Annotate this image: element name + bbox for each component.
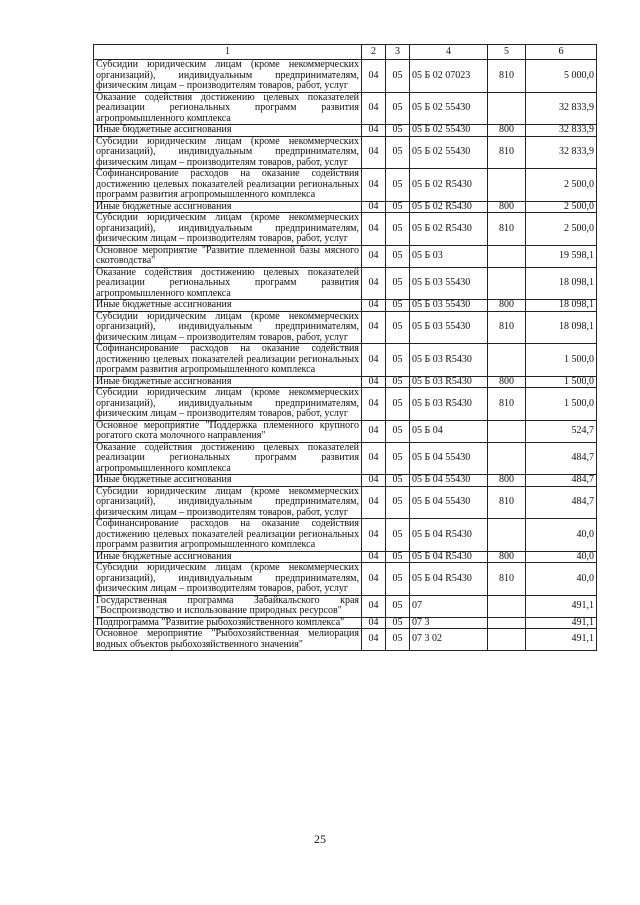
row-name-cell: Субсидии юридическим лицам (кроме некоммерческих организаций), индивидуальным предпринимателям, физическим лицам – производителям товаров, работ, услуг bbox=[94, 486, 362, 519]
row-name-cell: Иные бюджетные ассигнования bbox=[94, 125, 362, 137]
row-subsection-cell: 05 bbox=[386, 486, 410, 519]
table-row bbox=[94, 300, 597, 312]
row-target-article-cell: 05 Б 02 R5430 bbox=[410, 213, 488, 246]
table-row bbox=[94, 169, 597, 202]
row-subsection-cell: 05 bbox=[386, 617, 410, 629]
row-amount-cell: 491,1 bbox=[526, 617, 597, 629]
row-name-cell: Основное мероприятие "Рыбохозяйственная мелиорация водных объектов рыбохозяйственного значения" bbox=[94, 629, 362, 651]
row-expense-type-cell: 810 bbox=[488, 213, 526, 246]
table-row bbox=[94, 92, 597, 125]
row-target-article-cell: 05 Б 04 55430 bbox=[410, 442, 488, 475]
row-target-article-cell: 05 Б 02 55430 bbox=[410, 92, 488, 125]
row-section-cell: 04 bbox=[362, 595, 386, 617]
row-target-article-cell: 07 3 bbox=[410, 617, 488, 629]
row-section-cell: 04 bbox=[362, 344, 386, 377]
row-amount-cell: 524,7 bbox=[526, 420, 597, 442]
row-section-cell: 04 bbox=[362, 125, 386, 137]
row-name-cell: Субсидии юридическим лицам (кроме некоммерческих организаций), индивидуальным предпринимателям, физическим лицам – производителям товаров, работ, услуг bbox=[94, 213, 362, 246]
row-subsection-cell: 05 bbox=[386, 563, 410, 596]
table-row bbox=[94, 201, 597, 213]
row-expense-type-cell: 810 bbox=[488, 486, 526, 519]
row-name-cell: Субсидии юридическим лицам (кроме некоммерческих организаций), индивидуальным предпринимателям, физическим лицам – производителям товаров, работ, услуг bbox=[94, 563, 362, 596]
row-subsection-cell: 05 bbox=[386, 169, 410, 202]
row-target-article-cell: 05 Б 04 R5430 bbox=[410, 551, 488, 563]
header-col-3: 3 bbox=[386, 45, 410, 60]
row-target-article-cell: 05 Б 04 55430 bbox=[410, 475, 488, 487]
row-subsection-cell: 05 bbox=[386, 300, 410, 312]
row-target-article-cell: 05 Б 03 55430 bbox=[410, 300, 488, 312]
row-name-cell: Иные бюджетные ассигнования bbox=[94, 475, 362, 487]
row-target-article-cell: 07 bbox=[410, 595, 488, 617]
row-section-cell: 04 bbox=[362, 629, 386, 651]
row-expense-type-cell bbox=[488, 169, 526, 202]
row-subsection-cell: 05 bbox=[386, 629, 410, 651]
row-amount-cell: 2 500,0 bbox=[526, 201, 597, 213]
table-row bbox=[94, 245, 597, 267]
table-row bbox=[94, 519, 597, 552]
table-row bbox=[94, 420, 597, 442]
row-expense-type-cell bbox=[488, 617, 526, 629]
row-expense-type-cell bbox=[488, 595, 526, 617]
row-name-cell: Государственная программа Забайкальского края "Воспроизводство и использование природных ресурсов" bbox=[94, 595, 362, 617]
row-amount-cell: 491,1 bbox=[526, 595, 597, 617]
row-section-cell: 04 bbox=[362, 551, 386, 563]
row-name-cell: Оказание содействия достижению целевых показателей реализации региональных программ развития агропромышленного комплекса bbox=[94, 442, 362, 475]
table-row bbox=[94, 442, 597, 475]
row-subsection-cell: 05 bbox=[386, 420, 410, 442]
row-expense-type-cell bbox=[488, 629, 526, 651]
table-row bbox=[94, 344, 597, 377]
row-subsection-cell: 05 bbox=[386, 267, 410, 300]
row-expense-type-cell: 810 bbox=[488, 60, 526, 93]
table-row bbox=[94, 551, 597, 563]
row-expense-type-cell: 800 bbox=[488, 300, 526, 312]
row-target-article-cell: 07 3 02 bbox=[410, 629, 488, 651]
table-row bbox=[94, 311, 597, 344]
row-expense-type-cell bbox=[488, 267, 526, 300]
row-subsection-cell: 05 bbox=[386, 136, 410, 169]
row-target-article-cell: 05 Б 03 R5430 bbox=[410, 376, 488, 388]
row-section-cell: 04 bbox=[362, 311, 386, 344]
row-section-cell: 04 bbox=[362, 617, 386, 629]
row-target-article-cell: 05 Б 03 55430 bbox=[410, 311, 488, 344]
header-col-5: 5 bbox=[488, 45, 526, 60]
row-target-article-cell: 05 Б 04 R5430 bbox=[410, 519, 488, 552]
table-body bbox=[94, 60, 597, 651]
row-expense-type-cell: 810 bbox=[488, 311, 526, 344]
row-section-cell: 04 bbox=[362, 519, 386, 552]
table-row bbox=[94, 213, 597, 246]
row-target-article-cell: 05 Б 03 R5430 bbox=[410, 344, 488, 377]
row-target-article-cell: 05 Б 03 bbox=[410, 245, 488, 267]
table-header bbox=[94, 45, 597, 60]
table-row bbox=[94, 595, 597, 617]
row-name-cell: Подпрограмма "Развитие рыбохозяйственного комплекса" bbox=[94, 617, 362, 629]
row-name-cell: Иные бюджетные ассигнования bbox=[94, 201, 362, 213]
row-amount-cell: 484,7 bbox=[526, 486, 597, 519]
row-subsection-cell: 05 bbox=[386, 344, 410, 377]
row-expense-type-cell: 810 bbox=[488, 388, 526, 421]
header-col-4: 4 bbox=[410, 45, 488, 60]
row-expense-type-cell bbox=[488, 245, 526, 267]
table-row bbox=[94, 475, 597, 487]
row-section-cell: 04 bbox=[362, 486, 386, 519]
table-row bbox=[94, 629, 597, 651]
row-name-cell: Оказание содействия достижению целевых показателей реализации региональных программ развития агропромышленного комплекса bbox=[94, 92, 362, 125]
row-subsection-cell: 05 bbox=[386, 388, 410, 421]
row-name-cell: Иные бюджетные ассигнования bbox=[94, 376, 362, 388]
row-section-cell: 04 bbox=[362, 169, 386, 202]
row-subsection-cell: 05 bbox=[386, 376, 410, 388]
row-name-cell: Субсидии юридическим лицам (кроме некоммерческих организаций), индивидуальным предпринимателям, физическим лицам – производителям товаров, работ, услуг bbox=[94, 388, 362, 421]
row-section-cell: 04 bbox=[362, 136, 386, 169]
row-name-cell: Субсидии юридическим лицам (кроме некоммерческих организаций), индивидуальным предпринимателям, физическим лицам – производителям товаров, работ, услуг bbox=[94, 311, 362, 344]
row-section-cell: 04 bbox=[362, 92, 386, 125]
header-col-6: 6 bbox=[526, 45, 597, 60]
row-subsection-cell: 05 bbox=[386, 125, 410, 137]
row-expense-type-cell: 810 bbox=[488, 563, 526, 596]
table-row bbox=[94, 617, 597, 629]
row-subsection-cell: 05 bbox=[386, 519, 410, 552]
table-row bbox=[94, 486, 597, 519]
header-col-1: 1 bbox=[94, 45, 362, 60]
table-row bbox=[94, 376, 597, 388]
row-amount-cell: 18 098,1 bbox=[526, 300, 597, 312]
row-name-cell: Основное мероприятие "Развитие племенной базы мясного скотоводства" bbox=[94, 245, 362, 267]
row-section-cell: 04 bbox=[362, 213, 386, 246]
row-target-article-cell: 05 Б 02 R5430 bbox=[410, 201, 488, 213]
row-expense-type-cell bbox=[488, 420, 526, 442]
row-amount-cell: 32 833,9 bbox=[526, 125, 597, 137]
row-subsection-cell: 05 bbox=[386, 201, 410, 213]
row-expense-type-cell bbox=[488, 92, 526, 125]
row-target-article-cell: 05 Б 04 R5430 bbox=[410, 563, 488, 596]
row-section-cell: 04 bbox=[362, 300, 386, 312]
table-row bbox=[94, 125, 597, 137]
row-section-cell: 04 bbox=[362, 376, 386, 388]
row-target-article-cell: 05 Б 03 55430 bbox=[410, 267, 488, 300]
row-expense-type-cell: 800 bbox=[488, 376, 526, 388]
row-amount-cell: 18 098,1 bbox=[526, 311, 597, 344]
row-name-cell: Субсидии юридическим лицам (кроме некоммерческих организаций), индивидуальным предпринимателям, физическим лицам – производителям товаров, работ, услуг bbox=[94, 60, 362, 93]
row-subsection-cell: 05 bbox=[386, 475, 410, 487]
table-row bbox=[94, 563, 597, 596]
row-target-article-cell: 05 Б 04 bbox=[410, 420, 488, 442]
row-amount-cell: 2 500,0 bbox=[526, 169, 597, 202]
row-amount-cell: 484,7 bbox=[526, 475, 597, 487]
row-amount-cell: 32 833,9 bbox=[526, 92, 597, 125]
table-row bbox=[94, 136, 597, 169]
row-expense-type-cell bbox=[488, 519, 526, 552]
budget-table bbox=[93, 44, 597, 651]
row-amount-cell: 2 500,0 bbox=[526, 213, 597, 246]
row-section-cell: 04 bbox=[362, 267, 386, 300]
row-name-cell: Софинансирование расходов на оказание содействия достижению целевых показателей реализации региональных программ развития агропромышленного комплекса bbox=[94, 519, 362, 552]
row-amount-cell: 40,0 bbox=[526, 551, 597, 563]
row-name-cell: Иные бюджетные ассигнования bbox=[94, 300, 362, 312]
row-amount-cell: 1 500,0 bbox=[526, 344, 597, 377]
row-section-cell: 04 bbox=[362, 475, 386, 487]
table-row bbox=[94, 267, 597, 300]
row-expense-type-cell: 800 bbox=[488, 125, 526, 137]
row-section-cell: 04 bbox=[362, 201, 386, 213]
header-row bbox=[94, 45, 597, 60]
row-target-article-cell: 05 Б 02 R5430 bbox=[410, 169, 488, 202]
row-target-article-cell: 05 Б 03 R5430 bbox=[410, 388, 488, 421]
row-subsection-cell: 05 bbox=[386, 213, 410, 246]
row-amount-cell: 40,0 bbox=[526, 519, 597, 552]
row-name-cell: Субсидии юридическим лицам (кроме некоммерческих организаций), индивидуальным предпринимателям, физическим лицам – производителям товаров, работ, услуг bbox=[94, 136, 362, 169]
table-row bbox=[94, 60, 597, 93]
row-subsection-cell: 05 bbox=[386, 311, 410, 344]
row-subsection-cell: 05 bbox=[386, 245, 410, 267]
row-amount-cell: 1 500,0 bbox=[526, 388, 597, 421]
page-number: 25 bbox=[314, 832, 326, 846]
row-target-article-cell: 05 Б 02 55430 bbox=[410, 125, 488, 137]
row-subsection-cell: 05 bbox=[386, 595, 410, 617]
row-target-article-cell: 05 Б 02 55430 bbox=[410, 136, 488, 169]
row-amount-cell: 491,1 bbox=[526, 629, 597, 651]
row-section-cell: 04 bbox=[362, 388, 386, 421]
header-col-2: 2 bbox=[362, 45, 386, 60]
row-section-cell: 04 bbox=[362, 245, 386, 267]
table-row bbox=[94, 388, 597, 421]
row-target-article-cell: 05 Б 02 07023 bbox=[410, 60, 488, 93]
row-section-cell: 04 bbox=[362, 420, 386, 442]
row-name-cell: Иные бюджетные ассигнования bbox=[94, 551, 362, 563]
row-name-cell: Софинансирование расходов на оказание содействия достижению целевых показателей реализации региональных программ развития агропромышленного комплекса bbox=[94, 344, 362, 377]
row-expense-type-cell bbox=[488, 442, 526, 475]
row-name-cell: Основное мероприятие "Поддержка племенного крупного рогатого скота молочного направления" bbox=[94, 420, 362, 442]
row-subsection-cell: 05 bbox=[386, 442, 410, 475]
row-expense-type-cell: 800 bbox=[488, 551, 526, 563]
row-section-cell: 04 bbox=[362, 563, 386, 596]
row-subsection-cell: 05 bbox=[386, 60, 410, 93]
row-name-cell: Софинансирование расходов на оказание содействия достижению целевых показателей реализации региональных программ развития агропромышленного комплекса bbox=[94, 169, 362, 202]
row-section-cell: 04 bbox=[362, 442, 386, 475]
row-amount-cell: 18 098,1 bbox=[526, 267, 597, 300]
row-amount-cell: 40,0 bbox=[526, 563, 597, 596]
row-target-article-cell: 05 Б 04 55430 bbox=[410, 486, 488, 519]
row-amount-cell: 32 833,9 bbox=[526, 136, 597, 169]
row-expense-type-cell bbox=[488, 344, 526, 377]
row-amount-cell: 5 000,0 bbox=[526, 60, 597, 93]
row-section-cell: 04 bbox=[362, 60, 386, 93]
row-subsection-cell: 05 bbox=[386, 92, 410, 125]
row-subsection-cell: 05 bbox=[386, 551, 410, 563]
row-amount-cell: 1 500,0 bbox=[526, 376, 597, 388]
row-amount-cell: 484,7 bbox=[526, 442, 597, 475]
row-expense-type-cell: 810 bbox=[488, 136, 526, 169]
row-expense-type-cell: 800 bbox=[488, 201, 526, 213]
row-expense-type-cell: 800 bbox=[488, 475, 526, 487]
row-amount-cell: 19 598,1 bbox=[526, 245, 597, 267]
row-name-cell: Оказание содействия достижению целевых показателей реализации региональных программ развития агропромышленного комплекса bbox=[94, 267, 362, 300]
